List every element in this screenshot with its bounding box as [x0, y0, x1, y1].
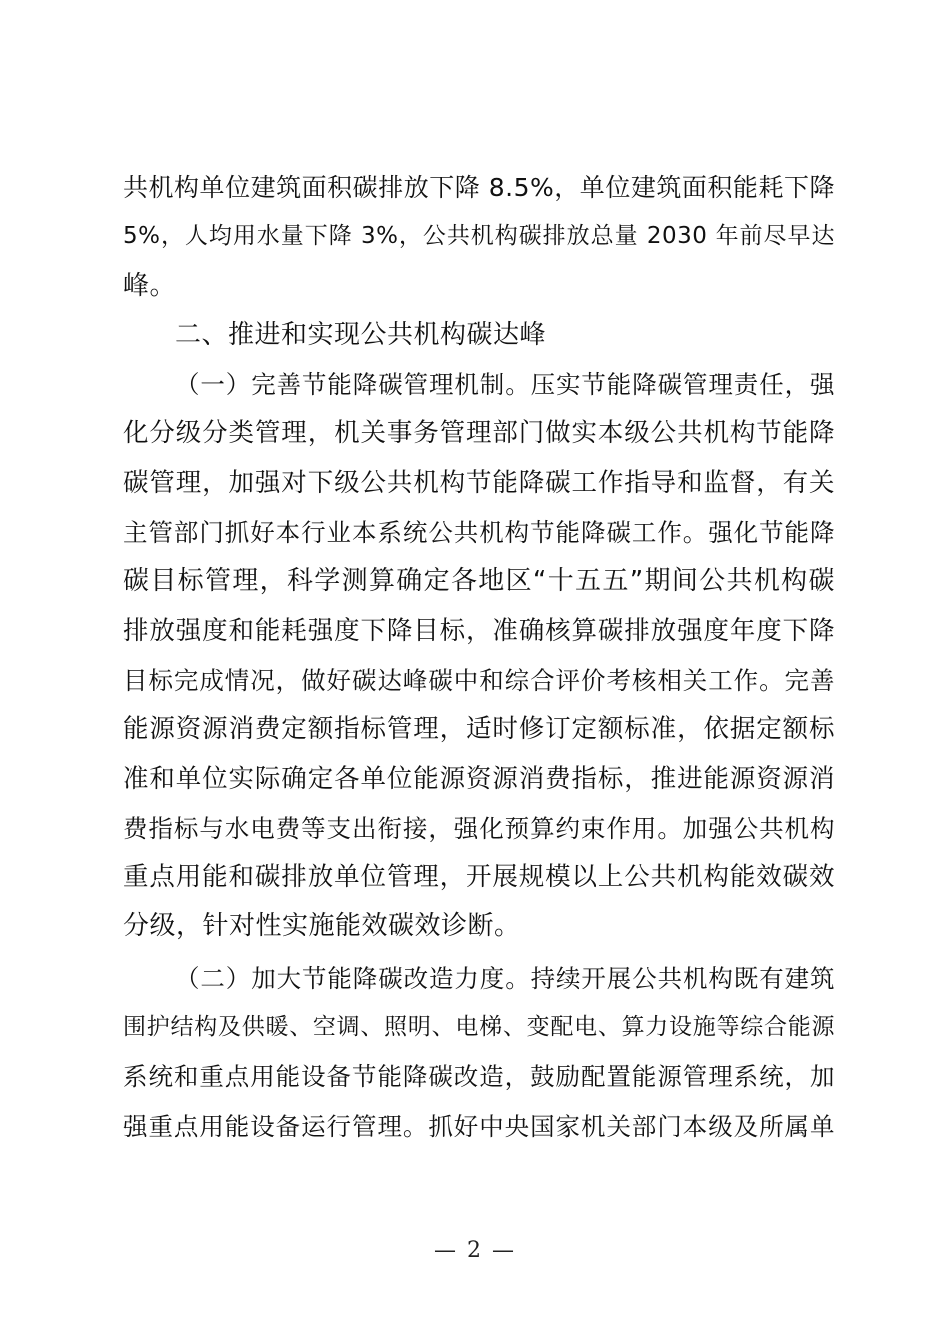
body-line: 主管部门抓好本行业本系统公共机构节能降碳工作。强化节能降: [123, 518, 835, 548]
body-line: 排放强度和能耗强度下降目标，准确核算碳排放强度年度下降: [123, 615, 835, 646]
document-body: [123, 163, 835, 1151]
body-line: 围护结构及供暖、空调、照明、电梯、变配电、算力设施等综合能源: [123, 1014, 835, 1041]
subsection-heading-line: （一）完善节能降碳管理机制。压实节能降碳管理责任，强: [175, 370, 835, 400]
body-line: 准和单位实际确定各单位能源资源消费指标，推进能源资源消: [123, 763, 835, 794]
section-heading: 二、推进和实现公共机构碳达峰: [175, 319, 547, 350]
body-line: 重点用能和碳排放单位管理，开展规模以上公共机构能效碳效: [123, 862, 835, 893]
body-line: 系统和重点用能设备节能降碳改造，鼓励配置能源管理系统，加: [123, 1062, 835, 1092]
body-line: 共机构单位建筑面积碳排放下降 8.5%，单位建筑面积能耗下降: [123, 173, 835, 202]
body-line: 能源资源消费定额指标管理，适时修订定额标准，依据定额标: [123, 714, 835, 745]
body-line: 化分级分类管理，机关事务管理部门做实本级公共机构节能降: [123, 418, 835, 449]
body-line: 峰。: [123, 270, 177, 301]
body-line: 碳目标管理，科学测算确定各地区“十五五”期间公共机构碳: [123, 566, 835, 597]
body-line: 强重点用能设备运行管理。抓好中央国家机关部门本级及所属单: [123, 1111, 835, 1141]
body-line: 分级，针对性实施能效碳效诊断。: [123, 911, 521, 942]
subsection-heading-line: （二）加大节能降碳改造力度。持续开展公共机构既有建筑: [175, 963, 835, 993]
body-line: 碳管理，加强对下级公共机构节能降碳工作指导和监督，有关: [123, 467, 835, 498]
body-line: 费指标与水电费等支出衔接，强化预算约束作用。加强公共机构: [123, 813, 835, 843]
body-line: 目标完成情况，做好碳达峰碳中和综合评价考核相关工作。完善: [123, 665, 835, 695]
body-line: 5%，人均用水量下降 3%，公共机构碳排放总量 2030 年前尽早达: [123, 223, 835, 250]
page-number: — 2 —: [434, 1238, 516, 1263]
